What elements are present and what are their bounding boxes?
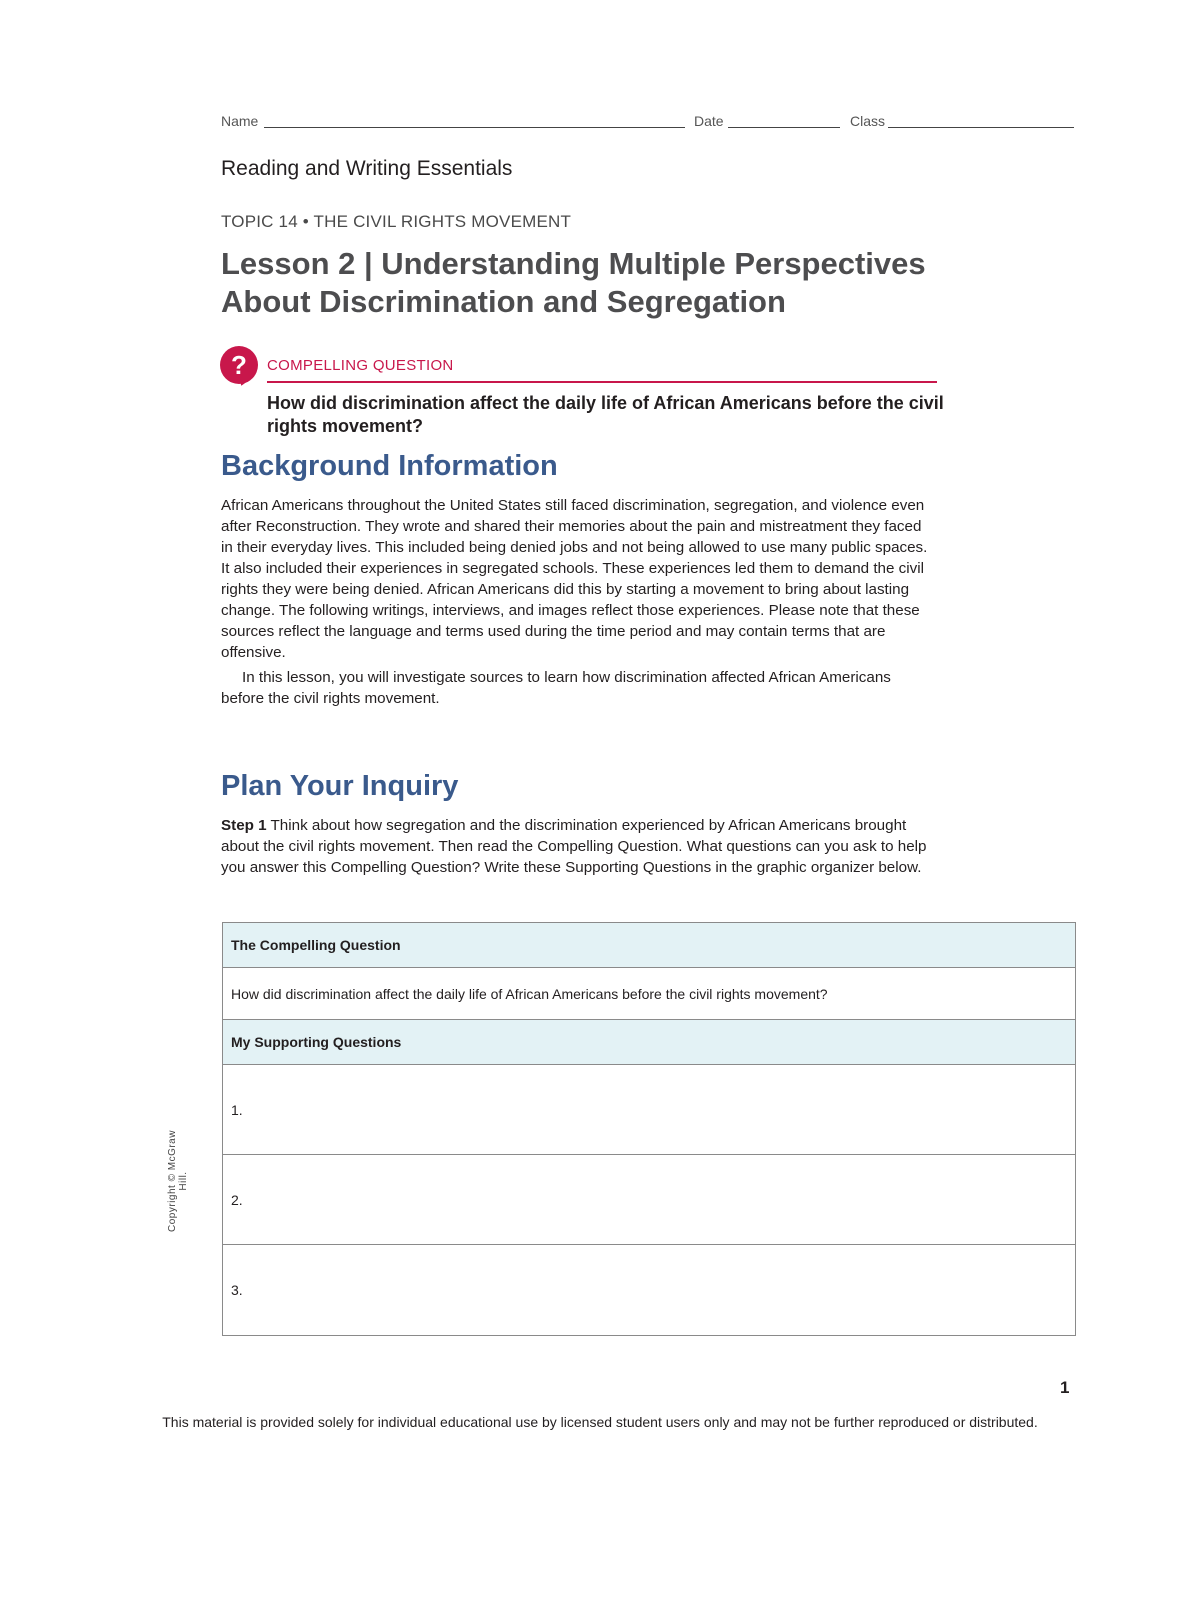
date-label: Date (694, 113, 724, 129)
lesson-title-line2: About Discrimination and Segregation (221, 284, 786, 319)
background-paragraph-2: In this lesson, you will investigate sources to learn how discrimination affected African Americans before the civil rights movement. (221, 669, 891, 707)
compelling-question-text: How did discrimination affect the daily life of African Americans before the civil rights movement? (267, 393, 944, 436)
lesson-title (221, 245, 981, 321)
footer-notice: This material is provided solely for individual educational use by licensed student users only and may not be further reproduced or distributed. (162, 1414, 1038, 1430)
step-label: Step 1 (221, 817, 267, 834)
compelling-question-rule (267, 381, 937, 383)
background-heading: Background Information (221, 450, 558, 482)
topic-label: TOPIC 14 • THE CIVIL RIGHTS MOVEMENT (221, 212, 572, 231)
supporting-questions-header: My Supporting Questions (223, 1020, 1075, 1065)
inquiry-heading: Plan Your Inquiry (221, 770, 459, 802)
class-label: Class (850, 113, 886, 129)
date-field[interactable] (728, 127, 840, 128)
class-field[interactable] (888, 127, 1074, 128)
lesson-title-line1: Lesson 2 | Understanding Multiple Perspectives (221, 246, 926, 281)
page-number: 1 (1060, 1378, 1070, 1397)
supporting-question-3[interactable]: 3. (231, 1282, 243, 1298)
name-label: Name (221, 113, 259, 129)
step-text: Think about how segregation and the discrimination experienced by African Americans brought about the civil rights movement. Then read the Compelling Question. What questions can you ask to help you answer this Compelling Question? Write these Supporting Questions in the graphic organizer below. (221, 817, 927, 876)
inquiry-step (221, 815, 937, 878)
background-paragraph-1: African Americans throughout the United States still faced discrimination, segregation, and violence even after Reconstruction. They wrote and shared their memories about the pain and mistreatment they faced in their everyday lives. This included being denied jobs and not being allowed to use many public spaces. It also included their experiences in segregated schools. These experiences led them to demand the civil rights they were being denied. African Americans did this by starting a movement to bring about lasting change. The following writings, interviews, and images reflect those experiences. Please note that these sources reflect the language and terms used during the time period and may contain terms that are offensive. (221, 497, 928, 661)
question-mark-icon: ? (220, 346, 258, 384)
copyright-notice: Copyright © McGraw Hill. (167, 1130, 189, 1232)
supporting-question-2[interactable]: 2. (223, 1155, 1075, 1245)
compelling-question-label: COMPELLING QUESTION (267, 357, 454, 374)
background-body (221, 495, 937, 709)
series-title: Reading and Writing Essentials (221, 157, 513, 180)
organizer-compelling-question: How did discrimination affect the daily life of African Americans before the civil rights movement? (223, 968, 1075, 1020)
graphic-organizer (222, 922, 1076, 1336)
name-field[interactable] (264, 127, 685, 128)
supporting-question-1[interactable]: 1. (223, 1065, 1075, 1155)
compelling-question-header: The Compelling Question (223, 923, 1075, 968)
